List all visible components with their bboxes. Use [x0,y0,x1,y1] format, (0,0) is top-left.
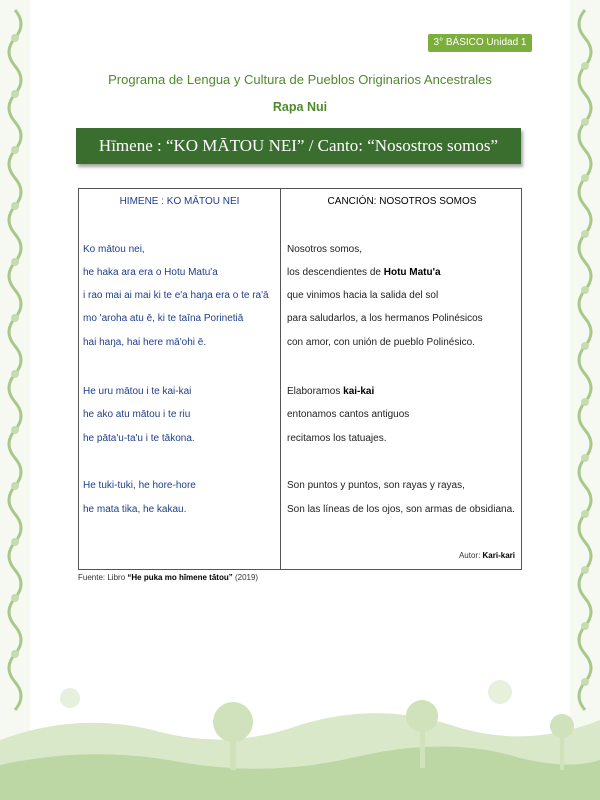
spanish-bold-name: Hotu Matu'a [383,267,441,278]
rapanui-line: i rao mai ai mai ki te e'a haŋa era o te ra'ā [83,290,269,301]
spanish-line: que vinimos hacia la salida del sol [287,290,439,301]
spanish-line: entonamos cantos antiguos [287,409,410,420]
grade-unit-badge: 3° BÁSICO Unidad 1 [428,34,532,52]
rapanui-line: hai haŋa, hai here mā'ohi ē. [83,337,207,348]
rapanui-line: Ko mātou nei, [83,244,145,255]
rapanui-line: he haka ara era o Hotu Matu'a [83,267,218,278]
spanish-line: recitamos los tatuajes. [287,433,387,444]
source-prefix: Fuente: Libro [78,573,128,582]
rapanui-line: he ako atu mātou i te riu [83,409,191,420]
author-credit [459,551,515,560]
source-citation [78,573,258,582]
spanish-line [287,386,374,397]
landscape-illustration [0,670,600,800]
rapanui-line: he mata tika, he kakau. [83,504,187,515]
song-title-banner: Hīmene : “KO MĀTOU NEI” / Canto: “Nosostros somos” [76,128,521,164]
spanish-line: Son puntos y puntos, son rayas y rayas, [287,480,465,491]
spanish-text: los descendientes de [287,267,384,278]
author-label: Autor: [458,551,483,560]
spanish-text: Elaboramos [287,386,344,397]
source-book: “He puka mo hīmene tātou” [127,573,233,582]
song-table [78,188,522,570]
rapanui-column-header: HIMENE : KO MĀTOU NEI [119,196,240,207]
author-name: Kari-kari [482,551,515,560]
spanish-line: para saludarlos, a los hermanos Polinésicos [287,313,483,324]
program-title: Programa de Lengua y Cultura de Pueblos Originarios Ancestrales [108,72,492,87]
rapanui-line: He uru mātou i te kai-kai [83,386,192,397]
spanish-line: Son las líneas de los ojos, son armas de obsidiana. [287,504,515,515]
rapanui-line: he pāta'u-ta'u i te tākona. [83,433,195,444]
spanish-line: Nosotros somos, [287,244,363,255]
language-subtitle: Rapa Nui [272,100,328,114]
source-year: (2019) [232,573,259,582]
column-divider [280,189,281,569]
spanish-bold-word: kai-kai [343,386,375,397]
spanish-line: con amor, con unión de pueblo Polinésico. [287,337,475,348]
spanish-column-header: CANCIÓN: NOSOTROS SOMOS [327,196,477,207]
spanish-line [287,267,441,278]
rapanui-line: mo 'aroha atu ē, ki te taīna Porinetiā [83,313,244,324]
rapanui-line: He tuki-tuki, he hore-hore [83,480,196,491]
